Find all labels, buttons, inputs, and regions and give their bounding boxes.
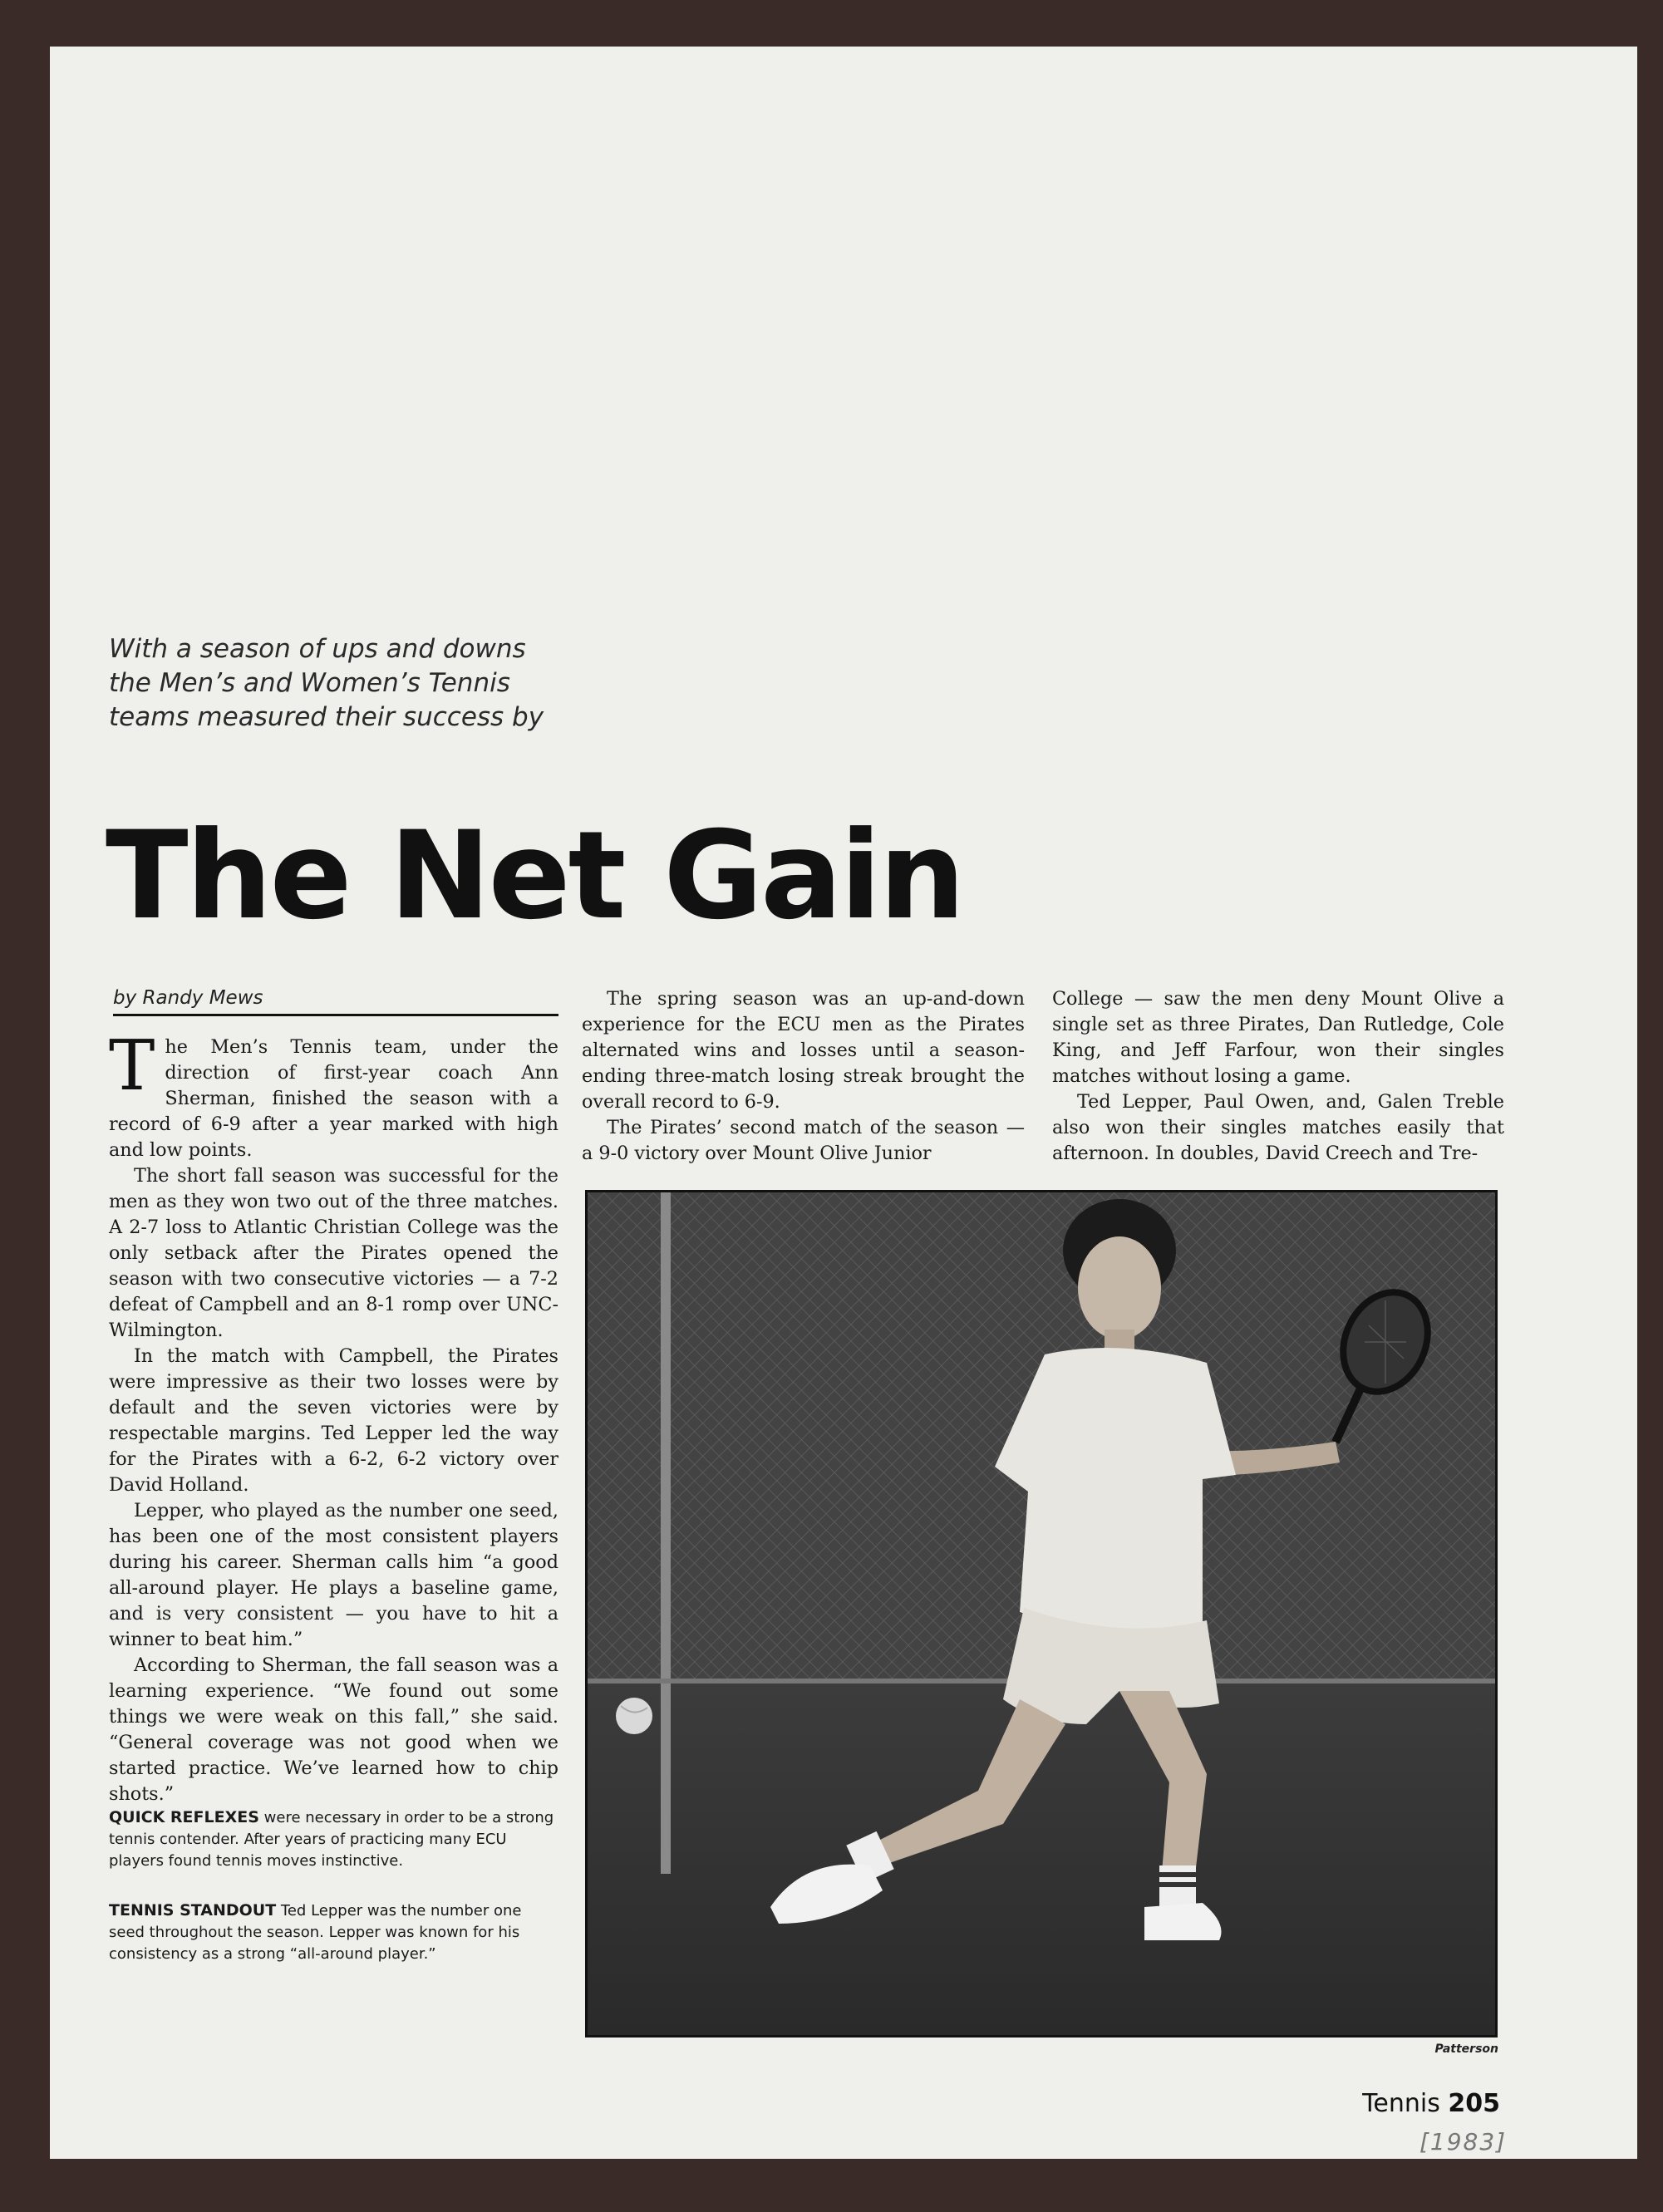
byline: by Randy Mews — [113, 987, 558, 1016]
photo-caption-tennis-standout — [109, 1900, 558, 1965]
tennis-player-photo — [585, 1190, 1498, 2037]
column-2 — [582, 986, 1025, 1167]
handwritten-year-note: [1983] — [1419, 2128, 1508, 2155]
column-3 — [1052, 986, 1504, 1167]
paragraph-text: he Men’s Tennis team, under the direction of first-year coach Ann Sherman, finished the season with a record of 6-9 after a year marked with high and low points. — [109, 1036, 558, 1161]
column-1-paragraph-5: According to Sherman, the fall season was a learning experience. “We found out some things we were weak on this fall,” she said. “General coverage was not good when we started practice. We’ve learned how to chip shots.” — [109, 1654, 558, 1805]
column-1-paragraph-3: In the match with Campbell, the Pirates were impressive as their two losses were by default and the seven victories were by respectable margins. Ted Lepper led the way for the Pirates with a 6-2, 6-2 victory over David Holland. — [109, 1345, 558, 1496]
column-1-paragraph-4: Lepper, who played as the number one seed, has been one of the most consistent players during his career. Sherman calls him “a good all-around player. He plays a baseline game, and is very consistent — you have to hit a winner to beat him.” — [109, 1500, 558, 1650]
folio-section: Tennis — [1362, 2089, 1440, 2118]
caption-lead: QUICK REFLEXES — [109, 1808, 259, 1826]
page-number: 205 — [1448, 2089, 1500, 2118]
yearbook-page — [50, 47, 1637, 2159]
tennis-player-illustration — [588, 1192, 1495, 2035]
page-folio — [1330, 2089, 1500, 2118]
caption-text: Ted Lepper was the number one seed throughout the season. Lepper was known for his consistency as a strong “all-around player.” — [109, 1902, 522, 1963]
article-title: The Net Gain — [106, 805, 963, 946]
column-3-paragraph-1: College — saw the men deny Mount Olive a single set as three Pirates, Dan Rutledge, Cole King, and Jeff Farfour, won their singles matches without losing a game. — [1052, 988, 1504, 1087]
column-2-paragraph-2: The Pirates’ second match of the season — a 9-0 victory over Mount Olive Junior — [582, 1117, 1025, 1164]
column-1-paragraph-2: The short fall season was successful for the men as they won two out of the three matches. A 2-7 loss to Atlantic Christian College was the only setback after the Pirates opened the season with two consecutive victories — a 7-2 defeat of Campbell and an 8-1 romp over UNC-Wilmington. — [109, 1165, 558, 1341]
column-1-paragraph-1 — [109, 1025, 558, 1163]
column-3-paragraph-2: Ted Lepper, Paul Owen, and, Galen Treble also won their singles matches easily that afternoon. In doubles, David Creech and Tre- — [1052, 1091, 1504, 1164]
caption-text: were necessary in order to be a strong tennis contender. After years of practicing many ECU players found tennis moves instinctive. — [109, 1809, 554, 1870]
photo-credit: Patterson — [1434, 2042, 1498, 2056]
photo-caption-quick-reflexes — [109, 1806, 558, 1872]
column-2-paragraph-1: The spring season was an up-and-down experience for the ECU men as the Pirates alternated wins and losses until a season-ending three-match losing streak brought the overall record to 6-9. — [582, 988, 1025, 1113]
caption-lead: TENNIS STANDOUT — [109, 1901, 277, 1920]
drop-cap: T — [109, 1025, 155, 1106]
intro-deck: With a season of ups and downs the Men’s and Women’s Tennis teams measured their success by — [109, 634, 544, 732]
column-1 — [109, 1025, 558, 1807]
